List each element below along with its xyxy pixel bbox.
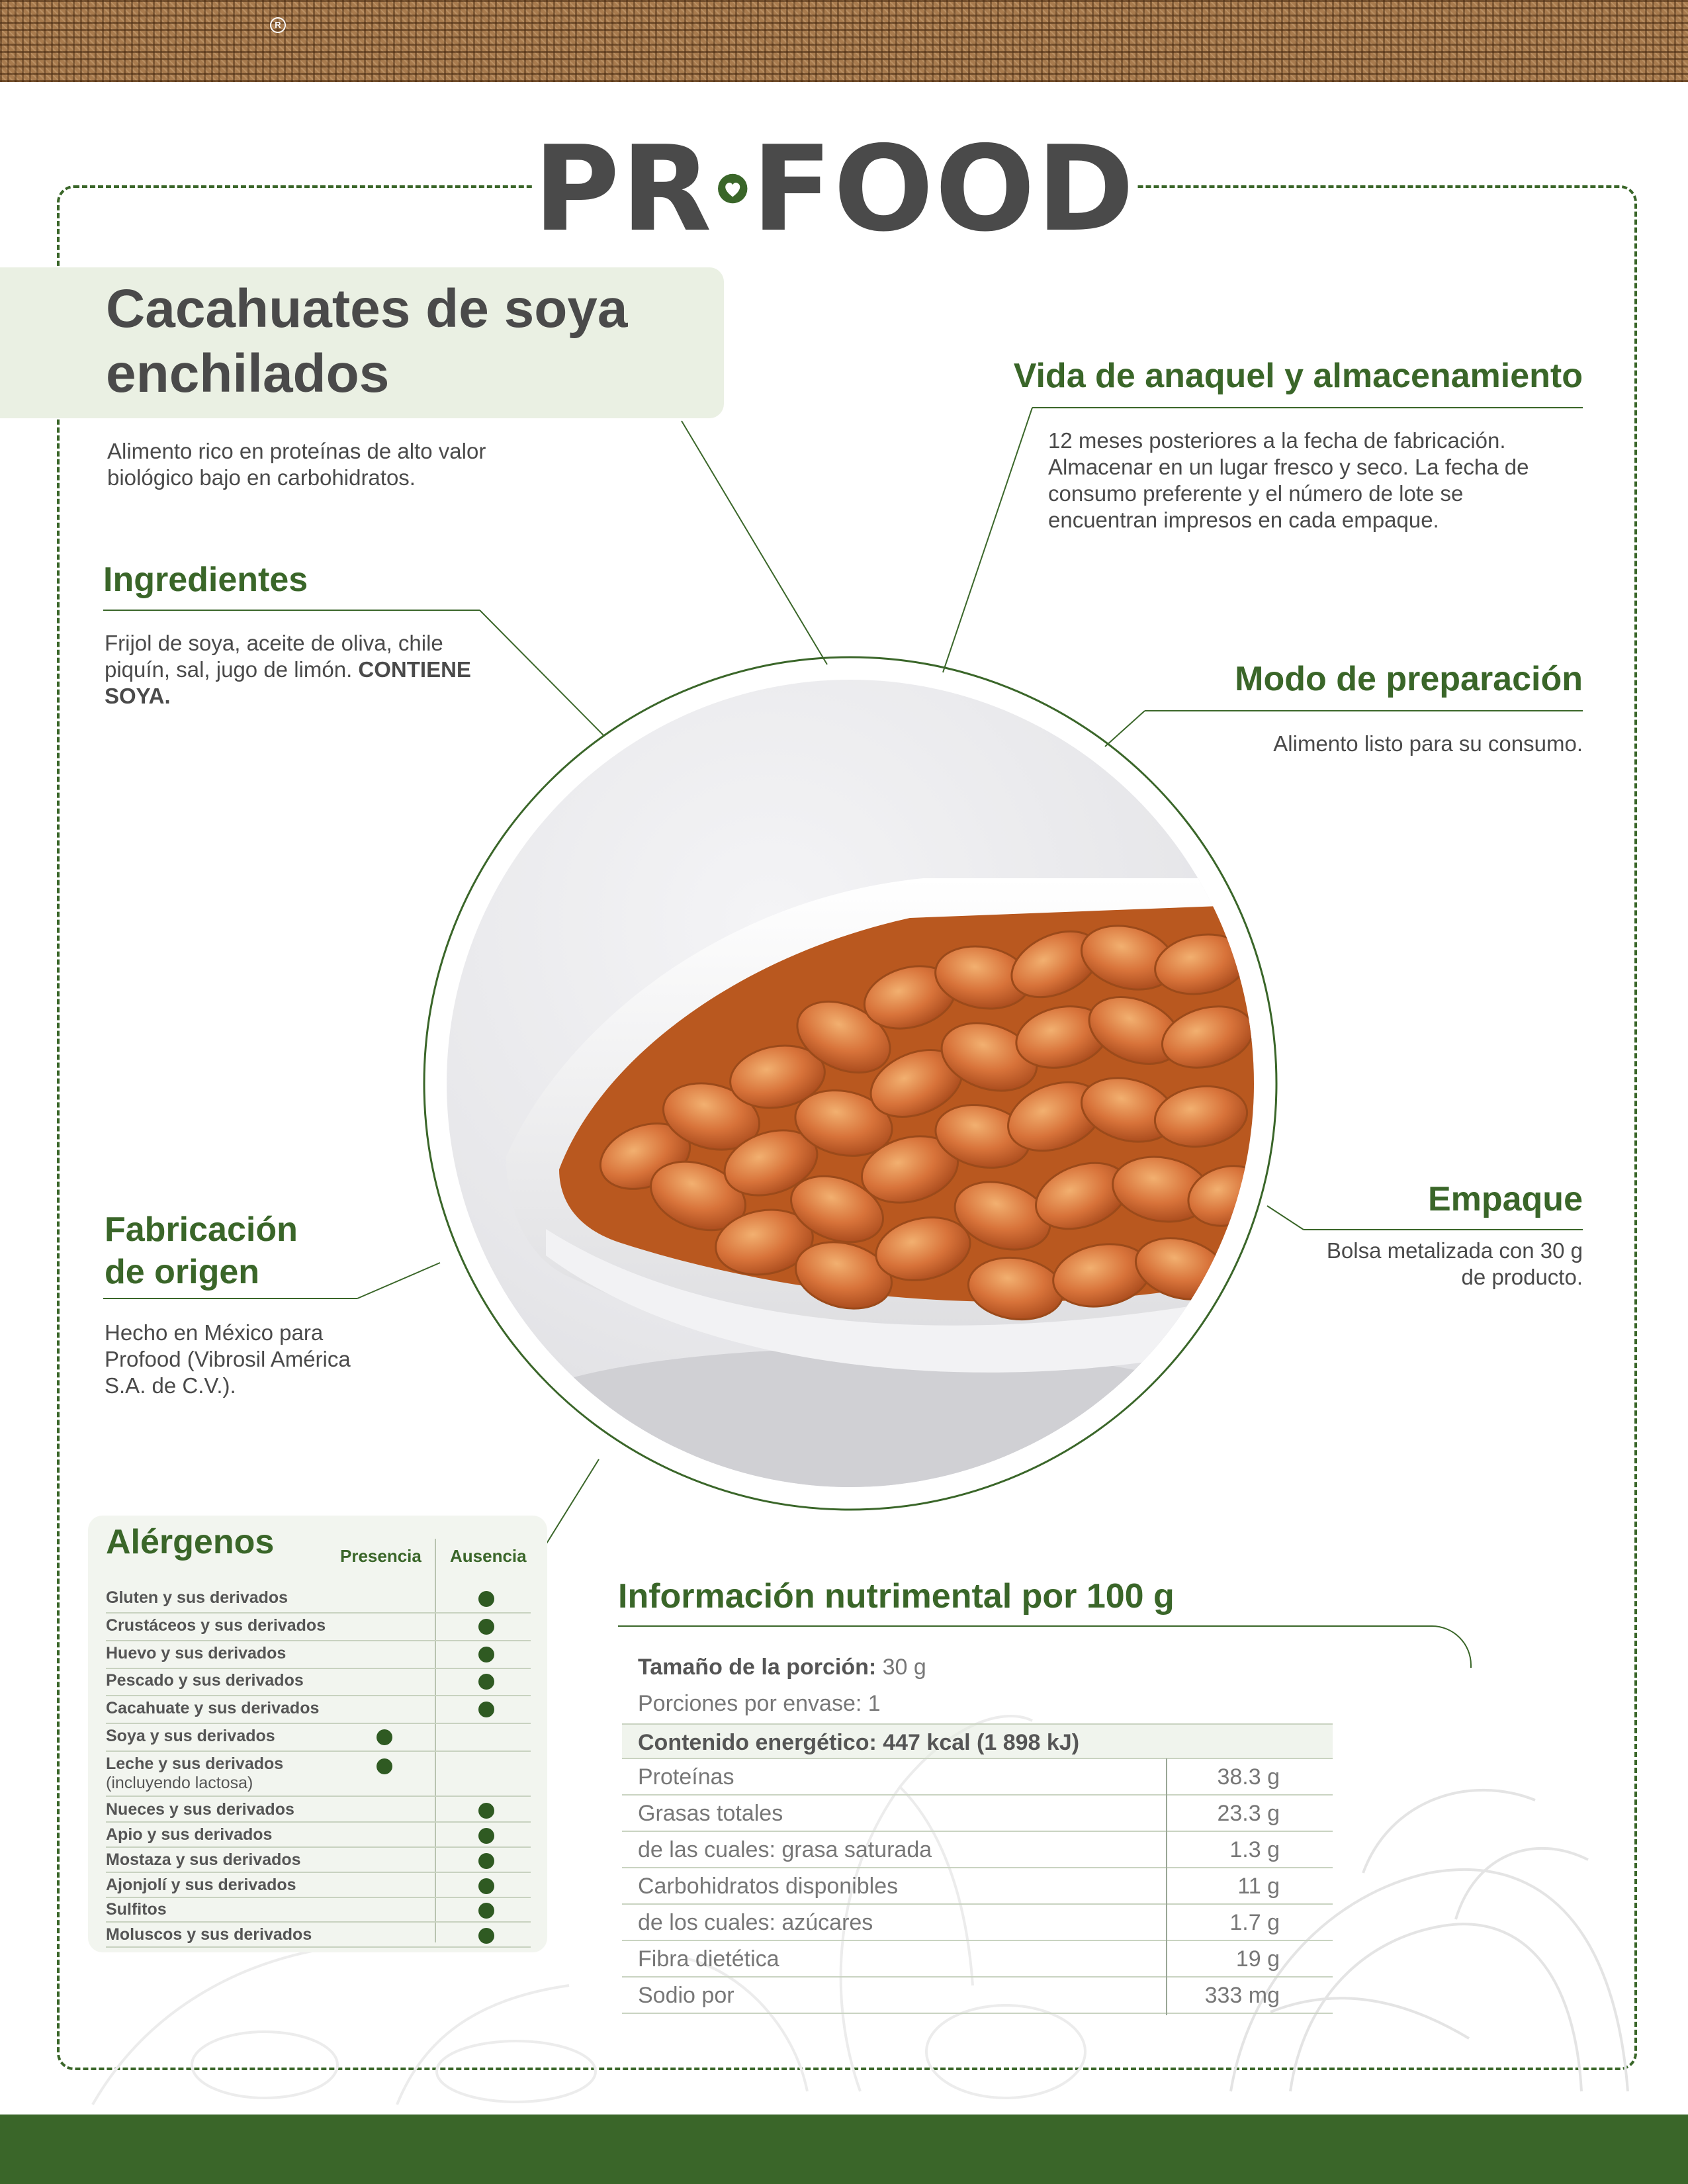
allergen-absence-dot bbox=[478, 1591, 494, 1607]
nutrient-label: de las cuales: grasa saturada bbox=[638, 1837, 932, 1862]
packaging-text-line1: Bolsa metalizada con 30 g bbox=[1326, 1238, 1583, 1263]
nutrition-heading: Información nutrimental por 100 g bbox=[618, 1577, 1175, 1615]
nutrition-row bbox=[622, 1978, 1333, 2014]
nutrient-value: 1.3 g bbox=[1229, 1837, 1280, 1862]
allergen-name: Cacahuate y sus derivados bbox=[106, 1699, 320, 1717]
allergen-row bbox=[106, 1797, 531, 1823]
allergen-row bbox=[106, 1668, 531, 1696]
nutrient-label: Proteínas bbox=[638, 1764, 734, 1790]
allergen-name: Huevo y sus derivados bbox=[106, 1644, 287, 1662]
allergen-row bbox=[106, 1614, 531, 1641]
nutrient-value: 333 mg bbox=[1204, 1983, 1280, 2008]
allergen-presence-dot bbox=[377, 1729, 392, 1745]
shelf-life-text: 12 meses posteriores a la fecha de fabricación. Almacenar en un lugar fresco y seco. La fecha de consumo preferente y el número de lote se encuentran impresos en cada empaque. bbox=[1048, 428, 1529, 532]
nutrient-label: Grasas totales bbox=[638, 1801, 783, 1826]
nutrition-table bbox=[622, 1723, 1333, 2014]
allergens-heading: Alérgenos bbox=[106, 1523, 275, 1561]
serving-size-label: Tamaño de la porción: bbox=[638, 1655, 877, 1680]
registered-mark-icon: R bbox=[270, 17, 286, 33]
nutrition-column-divider bbox=[1166, 1758, 1167, 2015]
nutrient-value: 19 g bbox=[1235, 1946, 1280, 1972]
allergen-name: Moluscos y sus derivados bbox=[106, 1925, 312, 1944]
allergen-name: Pescado y sus derivados bbox=[106, 1671, 304, 1690]
allergen-absence-dot bbox=[478, 1853, 494, 1869]
ingredients-text bbox=[105, 630, 502, 709]
origin-heading-line2: de origen bbox=[105, 1253, 260, 1291]
origin-heading-line1: Fabricación bbox=[105, 1210, 298, 1249]
nutrient-value: 1.7 g bbox=[1229, 1910, 1280, 1935]
allergen-row bbox=[106, 1848, 531, 1873]
logo-text-food: FOOD bbox=[752, 120, 1135, 257]
shelf-life-heading: Vida de anaquel y almacenamiento bbox=[1013, 357, 1583, 395]
nutrition-row bbox=[622, 1941, 1333, 1978]
allergen-row bbox=[106, 1586, 531, 1614]
ingredients-heading: Ingredientes bbox=[103, 561, 308, 599]
allergen-name: Leche y sus derivados bbox=[106, 1754, 284, 1773]
product-description: Alimento rico en proteínas de alto valor biológico bajo en carbohidratos. bbox=[107, 439, 486, 490]
nutrition-row bbox=[622, 1796, 1333, 1832]
allergen-absence-dot bbox=[478, 1619, 494, 1635]
product-title bbox=[106, 277, 701, 406]
allergen-name: Gluten y sus derivados bbox=[106, 1588, 289, 1607]
allergen-absence-dot bbox=[478, 1674, 494, 1690]
ingredients-contains: CONTIENE SOYA. bbox=[105, 657, 471, 708]
allergen-name: Crustáceos y sus derivados bbox=[106, 1616, 326, 1635]
nutrition-row bbox=[622, 1832, 1333, 1868]
allergen-row bbox=[106, 1641, 531, 1669]
packaging-text-line2: de producto. bbox=[1461, 1265, 1583, 1289]
allergen-row bbox=[106, 1724, 531, 1752]
nutrition-row bbox=[622, 1868, 1333, 1905]
product-title-line2: enchilados bbox=[106, 343, 390, 404]
allergen-absence-dot bbox=[478, 1828, 494, 1844]
nutrient-label: Sodio por bbox=[638, 1983, 734, 2008]
allergens-col-absence: Ausencia bbox=[450, 1546, 527, 1566]
energy-content: Contenido energético: 447 kcal (1 898 kJ) bbox=[638, 1730, 1080, 1755]
packaging-text bbox=[1251, 1238, 1583, 1291]
allergen-presence-dot bbox=[377, 1758, 392, 1774]
allergen-row bbox=[106, 1873, 531, 1898]
origin-text: Hecho en México para Profood (Vibrosil América S.A. de C.V.). bbox=[105, 1320, 351, 1398]
energy-row bbox=[622, 1723, 1333, 1759]
portions-per-package: Porciones por envase: 1 bbox=[638, 1691, 881, 1716]
allergen-absence-dot bbox=[478, 1803, 494, 1819]
product-title-line1: Cacahuates de soya bbox=[106, 279, 628, 339]
nutrient-value: 38.3 g bbox=[1217, 1764, 1280, 1790]
allergen-absence-dot bbox=[478, 1702, 494, 1717]
allergen-absence-dot bbox=[478, 1928, 494, 1944]
allergen-name: Sulfitos bbox=[106, 1900, 167, 1919]
preparation-text: Alimento listo para su consumo. bbox=[1273, 731, 1583, 756]
logo-text-pr: PR bbox=[533, 120, 713, 257]
allergen-absence-dot bbox=[478, 1903, 494, 1919]
allergen-row bbox=[106, 1823, 531, 1848]
product-photo-peanuts-bowl bbox=[447, 680, 1254, 1487]
allergen-row bbox=[106, 1897, 531, 1923]
allergen-absence-dot bbox=[478, 1878, 494, 1894]
preparation-heading: Modo de preparación bbox=[1235, 660, 1583, 698]
packaging-heading: Empaque bbox=[1427, 1180, 1583, 1218]
allergen-absence-dot bbox=[478, 1647, 494, 1662]
nutrient-label: Fibra dietética bbox=[638, 1946, 779, 1972]
allergen-row bbox=[106, 1696, 531, 1724]
allergens-col-presence: Presencia bbox=[340, 1546, 422, 1566]
allergen-name: Nueces y sus derivados bbox=[106, 1800, 294, 1819]
nutrient-value: 23.3 g bbox=[1217, 1801, 1280, 1826]
origin-heading bbox=[105, 1208, 298, 1293]
serving-size-value: 30 g bbox=[882, 1655, 926, 1680]
nutrient-label: Carbohidratos disponibles bbox=[638, 1874, 899, 1899]
nutrient-value: 11 g bbox=[1237, 1874, 1280, 1899]
allergen-row bbox=[106, 1923, 531, 1948]
footer-green-bar bbox=[0, 2115, 1688, 2184]
nutrition-row bbox=[622, 1759, 1333, 1796]
allergen-name: Ajonjolí y sus derivados bbox=[106, 1876, 296, 1894]
nutrition-row bbox=[622, 1905, 1333, 1941]
serving-size bbox=[638, 1655, 926, 1680]
allergen-sub-note: (incluyendo lactosa) bbox=[106, 1774, 253, 1792]
allergen-name: Apio y sus derivados bbox=[106, 1825, 273, 1844]
allergen-name: Mostaza y sus derivados bbox=[106, 1850, 301, 1869]
nutrient-label: de los cuales: azúcares bbox=[638, 1910, 873, 1935]
ingredients-list: Frijol de soya, aceite de oliva, chile piquín, sal, jugo de limón. bbox=[105, 631, 443, 682]
allergen-row bbox=[106, 1752, 531, 1797]
allergen-name: Soya y sus derivados bbox=[106, 1727, 275, 1745]
